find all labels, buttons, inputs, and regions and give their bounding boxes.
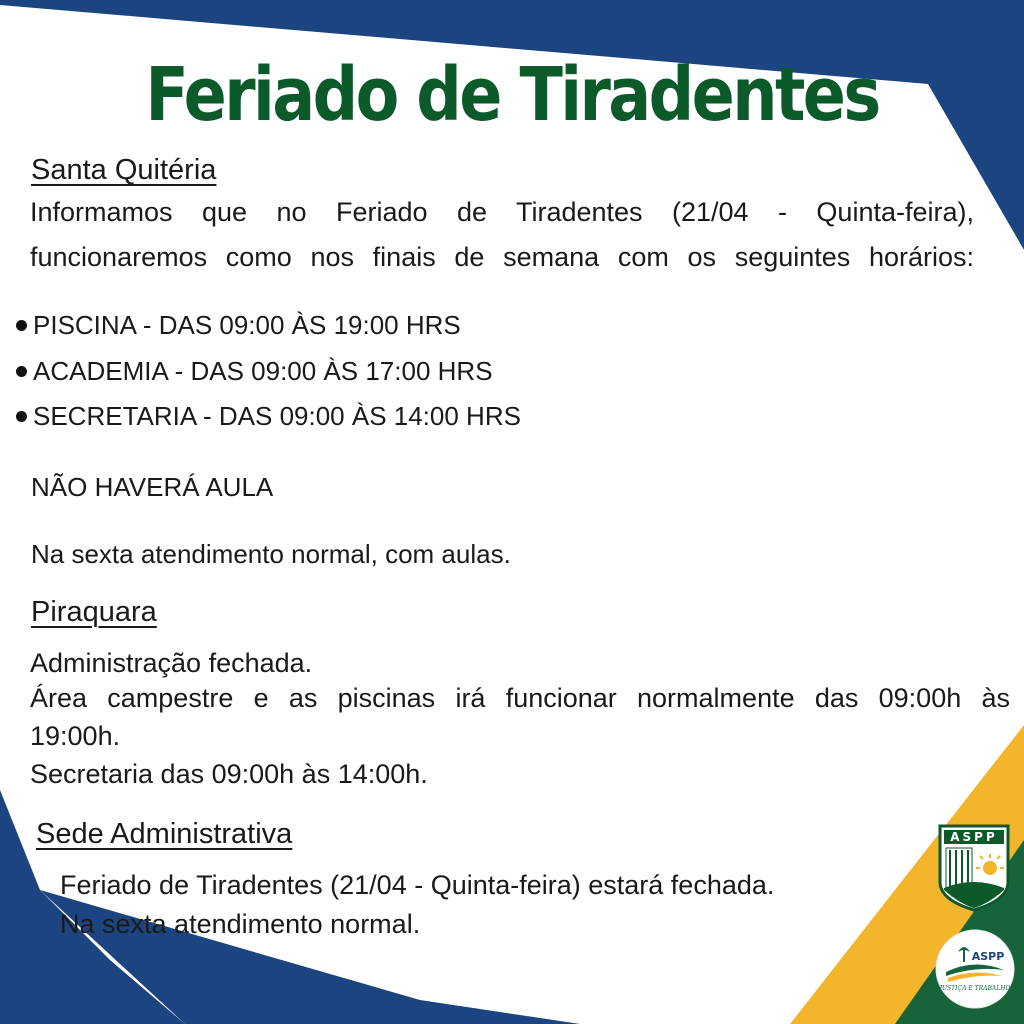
aspp-round-logo — [934, 928, 1016, 1010]
page-title: Feriado de Tiradentes — [145, 52, 879, 138]
bullet-icon — [16, 366, 27, 377]
sede-line-2: Na sexta atendimento normal. — [60, 909, 421, 939]
bullet-icon — [16, 320, 27, 331]
piraquara-line-3: 19:00h. — [30, 721, 121, 751]
sede-line-1: Feriado de Tiradentes (21/04 - Quinta-feira) estará fechada. — [60, 870, 775, 900]
piraquara-line-2: Área campestre e as piscinas irá funcionar normalmente das 09:00h às — [30, 683, 1010, 713]
shield-logo-text: ASPP — [950, 830, 998, 844]
list-item — [16, 356, 493, 387]
list-item — [16, 401, 521, 432]
intro-line-1: Informamos que no Feriado de Tiradentes (21/04 - Quinta-feira), — [30, 197, 974, 227]
piraquara-line-4: Secretaria das 09:00h às 14:00h. — [30, 759, 428, 789]
section-heading-sede: Sede Administrativa — [36, 818, 293, 850]
bullet-icon — [16, 411, 27, 422]
round-logo-motto: JUSTIÇA E TRABALHO — [939, 985, 1011, 992]
schedule-secretaria: SECRETARIA - DAS 09:00 ÀS 14:00 HRS — [33, 401, 521, 431]
no-class-notice: NÃO HAVERÁ AULA — [31, 472, 274, 502]
aspp-shield-logo — [938, 824, 1010, 912]
intro-line-2: funcionaremos como nos finais de semana com os seguintes horários: — [30, 242, 974, 272]
section-heading-santa-quiteria: Santa Quitéria — [31, 154, 217, 186]
list-item — [16, 310, 461, 341]
piraquara-line-1: Administração fechada. — [30, 648, 313, 678]
friday-notice: Na sexta atendimento normal, com aulas. — [31, 539, 511, 569]
round-logo-text: ASPP — [971, 950, 1005, 963]
section-heading-piraquara: Piraquara — [31, 596, 157, 628]
schedule-piscina: PISCINA - DAS 09:00 ÀS 19:00 HRS — [33, 310, 461, 340]
schedule-academia: ACADEMIA - DAS 09:00 ÀS 17:00 HRS — [33, 356, 493, 386]
